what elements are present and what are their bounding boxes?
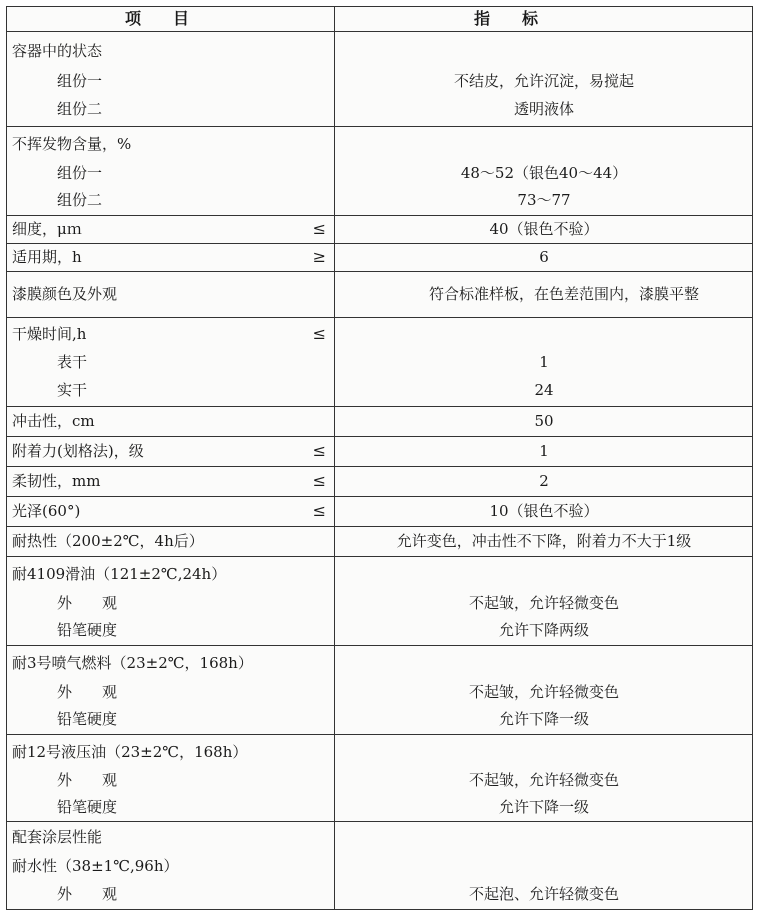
- item-text: 柔韧性，mm: [12, 472, 101, 490]
- comparison-symbol: ≤: [312, 219, 326, 238]
- item-text: 耐水性（38±1℃,96h）: [12, 857, 179, 875]
- table-header: [7, 7, 752, 31]
- table-row: [7, 317, 752, 406]
- item-text: 附着力(划格法)，级: [12, 442, 144, 460]
- item-text: 外 观: [57, 683, 118, 701]
- table-row: [7, 496, 752, 526]
- spec-text: 1: [539, 442, 549, 460]
- comparison-symbol: ≤: [312, 324, 326, 343]
- item-text: 组份一: [57, 72, 103, 90]
- spec-text: 48～52（银色40～44）: [460, 164, 628, 182]
- comparison-symbol: ≤: [312, 501, 326, 520]
- item-text: 外 观: [57, 771, 118, 789]
- item-text: 外 观: [57, 885, 118, 903]
- comparison-symbol: ≥: [312, 247, 326, 266]
- table-row: [7, 734, 752, 821]
- spec-text: 24: [534, 381, 554, 399]
- spec-text: 不结皮，允许沉淀，易搅起: [453, 72, 634, 90]
- item-text: 冲击性，cm: [12, 412, 95, 430]
- item-text: 耐4109滑油（121±2℃,24h）: [12, 565, 227, 583]
- header-spec: 指 标: [474, 9, 539, 28]
- table-row: [7, 436, 752, 466]
- spec-text: 透明液体: [513, 100, 574, 118]
- spec-text: 1: [539, 353, 549, 371]
- spec-text: 50: [534, 412, 554, 430]
- spec-text: 符合标准样板，在色差范围内，漆膜平整: [428, 285, 699, 303]
- item-text: 铅笔硬度: [57, 798, 118, 816]
- table-row: [7, 215, 752, 243]
- spec-text: 不起泡、允许轻微变色: [468, 885, 619, 903]
- header-item: 项 目: [125, 9, 190, 28]
- item-text: 外 观: [57, 594, 118, 612]
- item-text: 耐12号液压油（23±2℃，168h）: [12, 743, 248, 761]
- table-row: [7, 243, 752, 271]
- item-text: 实干: [57, 381, 88, 399]
- item-text: 漆膜颜色及外观: [12, 285, 118, 303]
- item-text: 适用期，h: [12, 248, 82, 266]
- spec-text: 不起皱，允许轻微变色: [468, 683, 619, 701]
- table-row: [7, 406, 752, 436]
- item-text: 组份一: [57, 164, 103, 182]
- table-row: [7, 645, 752, 734]
- table-row: [7, 126, 752, 215]
- table-row: [7, 556, 752, 645]
- comparison-symbol: ≤: [312, 471, 326, 490]
- spec-text: 允许变色，冲击性不下降，附着力不大于1级: [396, 532, 692, 550]
- table-row: [7, 821, 752, 909]
- item-text: 组份二: [57, 100, 103, 118]
- spec-text: 不起皱，允许轻微变色: [468, 594, 619, 612]
- item-text: 耐3号喷气燃料（23±2℃，168h）: [12, 654, 253, 672]
- table-row: [7, 526, 752, 556]
- table-row: [7, 466, 752, 496]
- item-text: 耐热性（200±2℃，4h后）: [12, 532, 204, 550]
- table-row: [7, 31, 752, 126]
- spec-text: 10（银色不验）: [489, 502, 599, 520]
- spec-text: 不起皱，允许轻微变色: [468, 771, 619, 789]
- spec-text: 40（银色不验）: [489, 220, 599, 238]
- spec-table: [6, 6, 753, 910]
- spec-text: 2: [539, 472, 549, 490]
- item-text: 容器中的状态: [12, 42, 103, 60]
- item-text: 组份二: [57, 191, 103, 209]
- table-row: [7, 271, 752, 317]
- spec-text: 允许下降一级: [498, 710, 589, 728]
- item-text: 干燥时间,h: [12, 325, 87, 343]
- spec-text: 6: [539, 248, 549, 266]
- item-text: 不挥发物含量，%: [12, 135, 132, 153]
- spec-text: 允许下降两级: [498, 621, 589, 639]
- item-text: 配套涂层性能: [12, 828, 103, 846]
- item-text: 光泽(60°): [12, 502, 81, 520]
- spec-text: 允许下降一级: [498, 798, 589, 816]
- item-text: 铅笔硬度: [57, 710, 118, 728]
- comparison-symbol: ≤: [312, 441, 326, 460]
- item-text: 表干: [57, 353, 88, 371]
- item-text: 铅笔硬度: [57, 621, 118, 639]
- spec-text: 73～77: [517, 191, 571, 209]
- item-text: 细度，μｍ: [12, 220, 82, 238]
